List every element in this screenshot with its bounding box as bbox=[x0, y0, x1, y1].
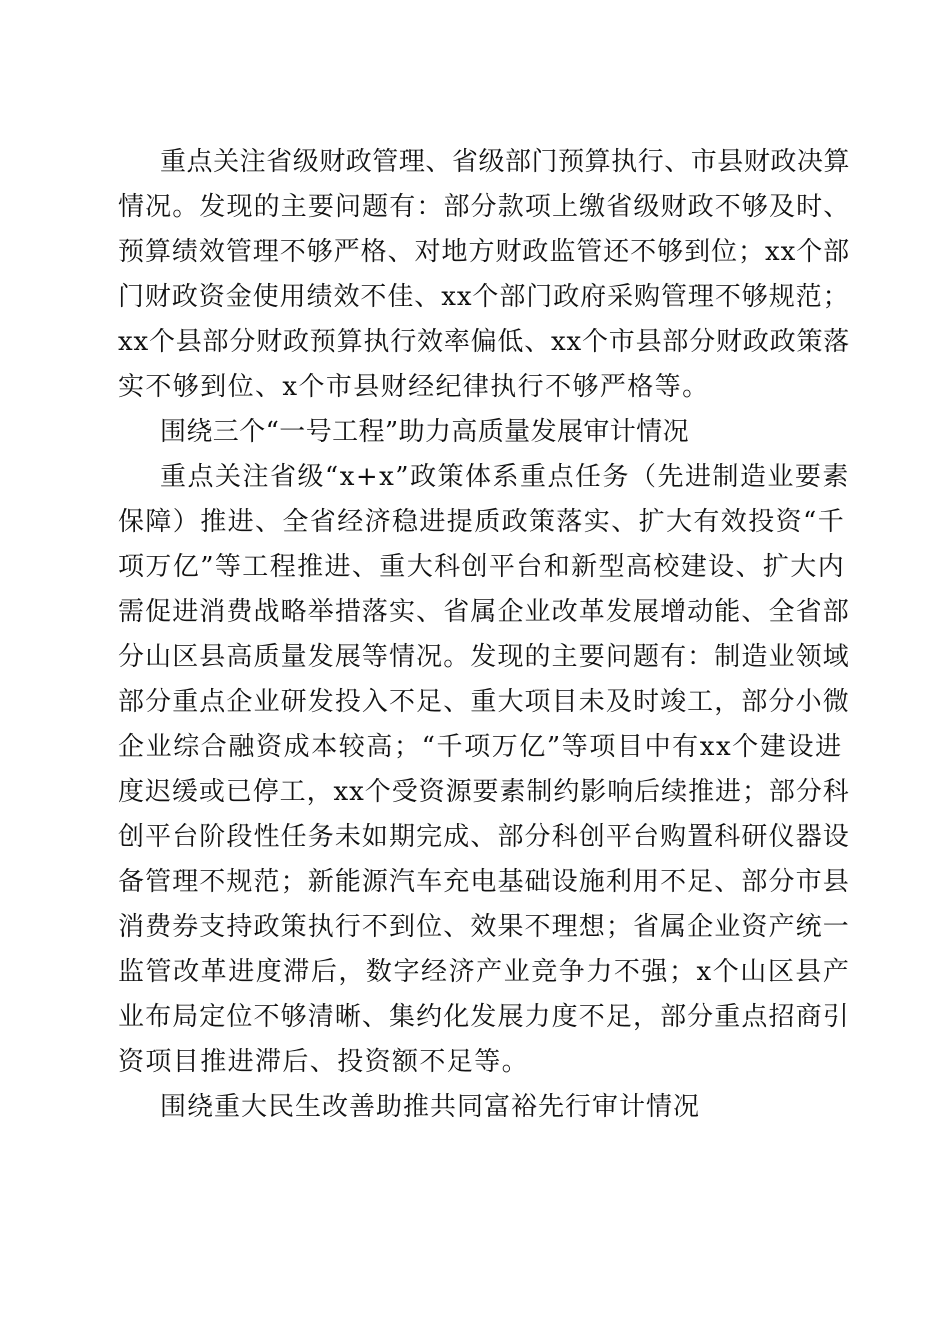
section-heading: 围绕重大民生改善助推共同富裕先行审计情况 bbox=[160, 1092, 701, 1122]
text-line: 度迟缓或已停工，xx个受资源要素制约影响后续推进；部分科 bbox=[118, 777, 850, 807]
text-line: 消费券支持政策执行不到位、效果不理想；省属企业资产统一 bbox=[118, 912, 850, 942]
text-line: 监管改革进度滞后，数字经济产业竞争力不强；x个山区县产 bbox=[118, 957, 851, 987]
text-line: 备管理不规范；新能源汽车充电基础设施利用不足、部分市县 bbox=[118, 867, 850, 897]
text-line: 预算绩效管理不够严格、对地方财政监管还不够到位；xx个部 bbox=[118, 237, 851, 267]
text-line: 需促进消费战略举措落实、省属企业改革发展增动能、全省部 bbox=[118, 597, 850, 627]
text-line: 部分重点企业研发投入不足、重大项目未及时竣工，部分小微 bbox=[118, 687, 850, 717]
text-line: 项万亿”等工程推进、重大科创平台和新型高校建设、扩大内 bbox=[118, 552, 846, 582]
text-line: 实不够到位、x个市县财经纪律执行不够严格等。 bbox=[118, 372, 710, 402]
text-line: 企业综合融资成本较高；“千项万亿”等项目中有xx个建设进 bbox=[118, 732, 843, 762]
text-line: 重点关注省级财政管理、省级部门预算执行、市县财政决算 bbox=[160, 147, 851, 177]
text-line: 重点关注省级“x+x”政策体系重点任务（先进制造业要素 bbox=[160, 462, 850, 492]
text-line: 保障）推进、全省经济稳进提质政策落实、扩大有效投资“千 bbox=[118, 507, 846, 537]
text-line: xx个县部分财政预算执行效率偏低、xx个市县部分财政政策落 bbox=[118, 327, 851, 357]
text-line: 资项目推进滞后、投资额不足等。 bbox=[118, 1047, 530, 1077]
text-line: 分山区县高质量发展等情况。发现的主要问题有：制造业领域 bbox=[118, 642, 850, 672]
text-line: 情况。发现的主要问题有：部分款项上缴省级财政不够及时、 bbox=[118, 192, 851, 222]
text-line: 业布局定位不够清晰、集约化发展力度不足，部分重点招商引 bbox=[118, 1002, 850, 1032]
text-line: 门财政资金使用绩效不佳、xx个部门政府采购管理不够规范； bbox=[118, 282, 850, 312]
section-heading: 围绕三个“一号工程”助力高质量发展审计情况 bbox=[160, 417, 689, 447]
text-line: 创平台阶段性任务未如期完成、部分科创平台购置科研仪器设 bbox=[118, 822, 850, 852]
